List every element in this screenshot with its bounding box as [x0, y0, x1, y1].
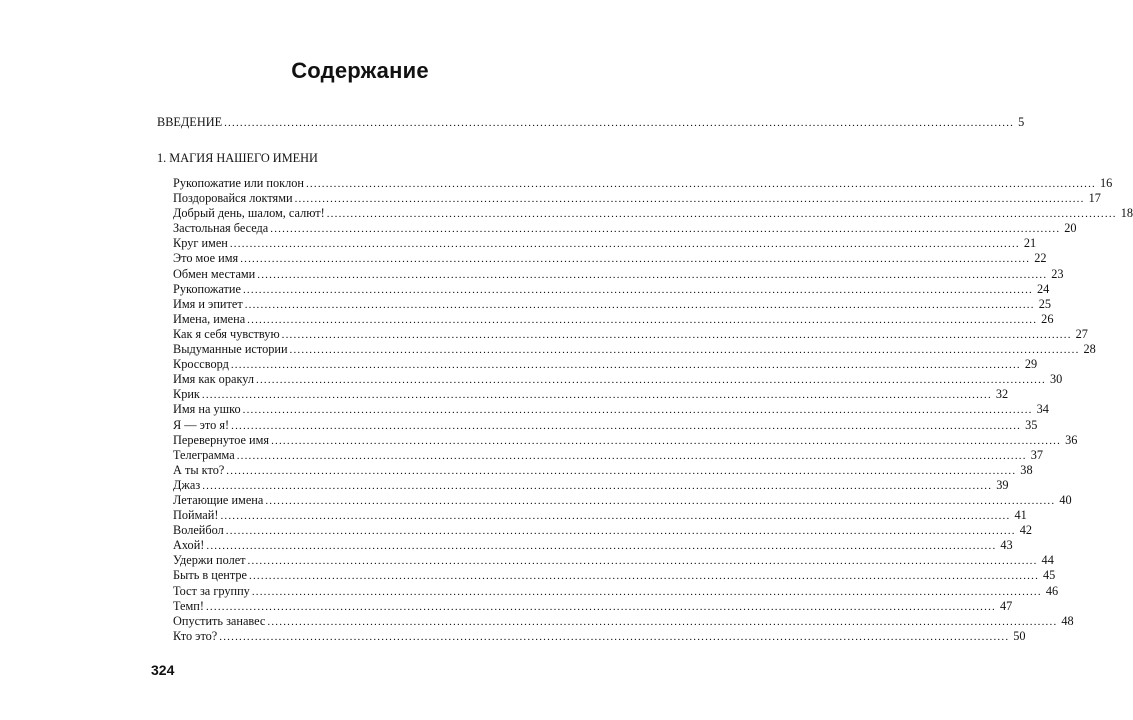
toc-entry-label: Телеграмма — [173, 447, 235, 462]
toc-entry-page: 45 — [1043, 568, 1056, 583]
toc-entry — [173, 508, 1027, 523]
toc-entry-page: 39 — [996, 477, 1009, 492]
toc-entry-label: Летающие имена — [173, 492, 264, 507]
dot-leader: ........................................................................................................................................................................................................ — [247, 313, 1038, 326]
toc-entry-label: Волейбол — [173, 523, 224, 538]
dot-leader: ........................................................................................................................................................................................................ — [294, 193, 1085, 206]
toc-entry — [173, 598, 1013, 614]
dot-leader: ........................................................................................................................................................................................................ — [271, 434, 1062, 447]
toc-entry-label: Крик — [173, 387, 200, 402]
dot-leader: ........................................................................................................................................................................................................ — [219, 630, 1010, 643]
toc-entry — [173, 372, 1063, 387]
toc-entry — [173, 477, 1009, 493]
toc-entry-page: 48 — [1061, 613, 1074, 628]
toc-entry — [173, 176, 1113, 191]
dot-leader: ........................................................................................................................................................................................................ — [256, 374, 1046, 387]
toc-entry-page: 26 — [1041, 311, 1054, 326]
toc-entry — [173, 492, 1072, 508]
dot-leader: ........................................................................................................................................................................................................ — [289, 344, 1080, 357]
toc-entry-page: 46 — [1045, 583, 1059, 598]
toc-entry-page: 34 — [1036, 402, 1049, 417]
toc-entry-label: Джаз — [173, 477, 201, 492]
toc-entry-page: 35 — [1025, 417, 1038, 432]
toc-entry-page: 32 — [995, 387, 1009, 402]
toc-entry — [173, 583, 1059, 599]
toc-entry — [173, 447, 1043, 463]
dot-leader: ........................................................................................................................................................................................................ — [202, 479, 993, 492]
toc-entry-label: Круг имен — [173, 236, 228, 251]
toc-entry — [173, 296, 1051, 312]
toc-entry-label: ВВЕДЕНИЕ — [157, 115, 223, 129]
toc-entry-page: 28 — [1083, 342, 1096, 357]
toc-entry-label: Тост за группу — [173, 583, 250, 598]
toc-entry-label: Быть в центре — [173, 568, 248, 583]
dot-leader: ........................................................................................................................................................................................................ — [242, 404, 1033, 417]
toc-list — [173, 176, 1133, 644]
dot-leader: ........................................................................................................................................................................................................ — [206, 540, 997, 553]
toc-entry — [173, 191, 1101, 206]
toc-entry-label: Поздоровайся локтями — [173, 191, 293, 206]
toc-entry-page: 30 — [1050, 372, 1063, 387]
toc-entry — [173, 281, 1050, 297]
toc-entry-label: Ахой! — [173, 538, 205, 553]
toc-entry-page: 47 — [999, 598, 1013, 613]
toc-entry — [173, 387, 1009, 402]
dot-leader: ........................................................................................................................................................................................................ — [244, 298, 1035, 311]
toc-entry — [173, 266, 1064, 282]
toc-entry — [173, 417, 1038, 433]
toc-entry-label: Темп! — [173, 598, 204, 613]
dot-leader: ........................................................................................................................................................................................................ — [251, 585, 1042, 598]
toc-entry-page: 43 — [1000, 538, 1013, 553]
dot-leader: ........................................................................................................................................................................................................ — [205, 600, 996, 613]
dot-leader: ........................................................................................................................................................................................................ — [242, 283, 1033, 296]
toc-entry-page: 50 — [1013, 628, 1026, 643]
dot-leader: ........................................................................................................................................................................................................ — [236, 449, 1027, 462]
dot-leader: ........................................................................................................................................................................................................ — [229, 238, 1020, 251]
chapter-heading: 1. МАГИЯ НАШЕГО ИМЕНИ — [157, 151, 318, 165]
toc-entry-label: Имя и эпитет — [173, 296, 243, 311]
toc-entry — [173, 628, 1026, 644]
toc-entry-page: 44 — [1041, 553, 1054, 568]
toc-entry — [173, 523, 1033, 538]
toc-entry-page: 20 — [1064, 221, 1077, 236]
toc-entry — [173, 221, 1077, 236]
toc-entry-label: Я — это я! — [173, 417, 230, 432]
toc-entry-label: Добрый день, шалом, салют! — [173, 206, 325, 221]
dot-leader: ........................................................................................................................................................................................................ — [226, 464, 1017, 477]
toc-entry — [173, 326, 1088, 342]
toc-entry-label: Это мое имя — [173, 251, 239, 266]
dot-leader: ........................................................................................................................................................................................................ — [265, 494, 1056, 507]
toc-entry-page: 16 — [1099, 176, 1113, 190]
toc-entry-page: 5 — [1018, 115, 1025, 129]
dot-leader: ........................................................................................................................................................................................................ — [249, 570, 1040, 583]
toc-entry-page: 41 — [1014, 508, 1027, 523]
toc-entry-label: Застольная беседа — [173, 221, 269, 236]
toc-entry-page: 25 — [1038, 296, 1051, 311]
toc-entry-label: Перевернутое имя — [173, 432, 270, 447]
toc-entry-page: 27 — [1075, 326, 1088, 341]
toc-entry-label: Имена, имена — [173, 311, 246, 326]
dot-leader: ........................................................................................................................................................................................................ — [224, 117, 1015, 129]
toc-entry — [173, 311, 1054, 327]
toc-entry — [173, 342, 1096, 357]
toc-entry — [173, 538, 1013, 553]
page-title: Содержание — [291, 58, 429, 83]
toc-entry-page: 29 — [1024, 357, 1038, 372]
dot-leader: ........................................................................................................................................................................................................ — [220, 510, 1011, 523]
dot-leader: ........................................................................................................................................................................................................ — [267, 615, 1058, 628]
dot-leader: ........................................................................................................................................................................................................ — [201, 389, 992, 402]
toc-entry — [173, 568, 1056, 583]
toc-entry-page: 24 — [1036, 281, 1050, 296]
toc-entry-page: 21 — [1023, 236, 1037, 251]
toc-entry-page: 18 — [1120, 206, 1133, 221]
toc-entry-intro — [157, 115, 1025, 130]
toc-entry-label: Выдуманные истории — [173, 342, 288, 357]
toc-entry-label: Опустить занавес — [173, 613, 266, 628]
toc-entry-label: Кроссворд — [173, 357, 229, 372]
toc-entry-label: Обмен местами — [173, 266, 256, 281]
toc-entry — [173, 462, 1033, 478]
toc-entry-label: А ты кто? — [173, 462, 225, 477]
dot-leader: ........................................................................................................................................................................................................ — [231, 419, 1022, 432]
toc-entry — [173, 613, 1074, 629]
toc-entry-page: 42 — [1019, 523, 1033, 538]
toc-entry-page: 37 — [1030, 447, 1043, 462]
toc-entry — [173, 432, 1078, 448]
dot-leader: ........................................................................................................................................................................................................ — [305, 178, 1096, 190]
page-number: 324 — [151, 662, 175, 678]
toc-entry — [173, 402, 1049, 417]
dot-leader: ........................................................................................................................................................................................................ — [240, 253, 1031, 266]
toc-entry-label: Рукопожатие — [173, 281, 241, 296]
toc-entry-label: Имя как оракул — [173, 372, 254, 387]
dot-leader: ........................................................................................................................................................................................................ — [270, 223, 1061, 236]
toc-entry-label: Имя на ушко — [173, 402, 241, 417]
toc-entry — [173, 236, 1037, 251]
toc-entry-label: Как я себя чувствую — [173, 326, 280, 341]
dot-leader: ........................................................................................................................................................................................................ — [257, 268, 1048, 281]
dot-leader: ........................................................................................................................................................................................................ — [247, 555, 1038, 568]
toc-entry-page: 17 — [1088, 191, 1101, 206]
toc-entry-page: 23 — [1051, 266, 1064, 281]
toc-entry-label: Удержи полет — [173, 553, 246, 568]
toc-entry — [173, 357, 1038, 372]
dot-leader: ........................................................................................................................................................................................................ — [281, 328, 1072, 341]
dot-leader: ........................................................................................................................................................................................................ — [326, 208, 1117, 221]
toc-entry-label: Поймай! — [173, 508, 219, 523]
dot-leader: ........................................................................................................................................................................................................ — [230, 359, 1021, 372]
toc-entry — [173, 251, 1047, 266]
toc-entry-label: Кто это? — [173, 628, 218, 643]
toc-entry-page: 22 — [1034, 251, 1047, 266]
toc-entry — [173, 553, 1054, 568]
toc-entry-label: Рукопожатие или поклон — [173, 176, 304, 190]
toc-entry-page: 38 — [1020, 462, 1033, 477]
toc-entry — [173, 206, 1133, 221]
toc-entry-page: 40 — [1059, 492, 1072, 507]
toc-entry-page: 36 — [1065, 432, 1078, 447]
dot-leader: ........................................................................................................................................................................................................ — [225, 525, 1016, 538]
